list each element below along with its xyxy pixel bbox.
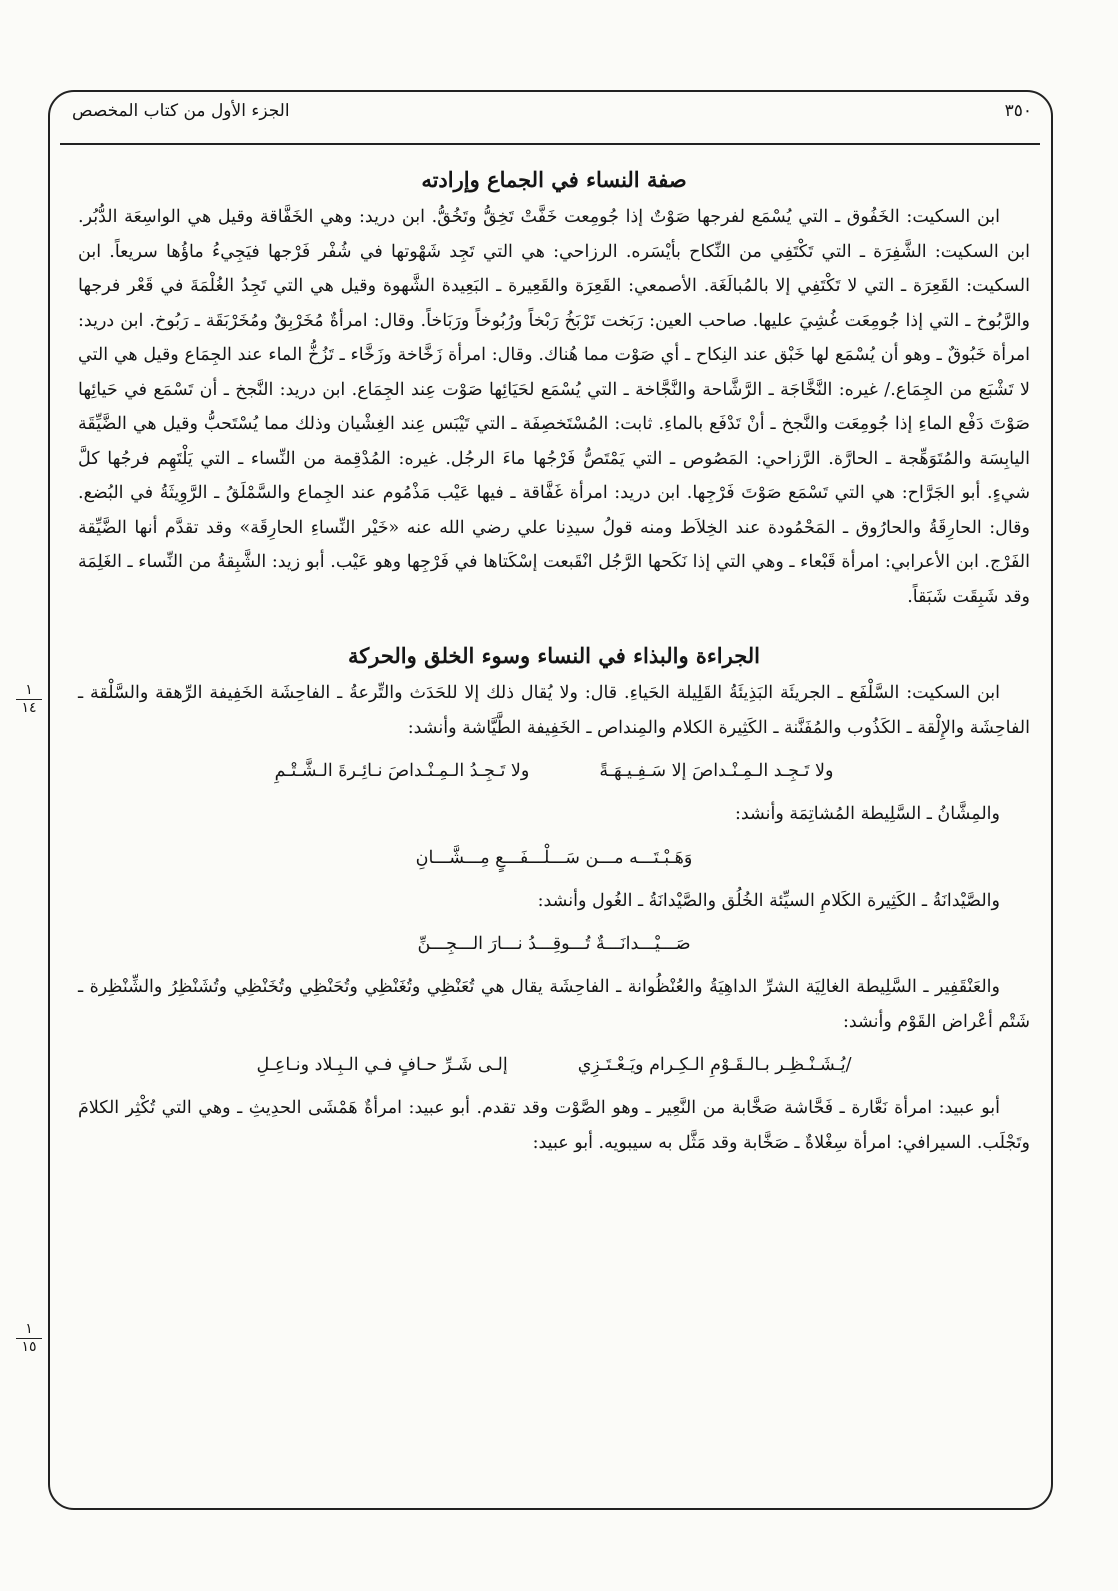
book-title: الجزء الأول من كتاب المخصص <box>72 101 290 121</box>
section-2-paragraph-4: والعَنْقَفِير ـ السَّلِيطة الغالِيَة الشرِّ الداهِيَةُ والعُنْظُوانة ـ الفاحِشَة يقال هي تُعَنْظِي وتُغَنْظِي وتُحَنْظِي وتُخَنْظِي وتُشَنْظِرُ والشِّنْظِرة ـ شَتْم أعْراض القَوْم وأنشد: <box>78 977 1030 1032</box>
section-title-1: صفة النساء في الجماع وإرادته <box>421 167 687 192</box>
header-rule <box>60 143 1040 145</box>
margin-note-15: ١ ١٥ <box>14 1322 44 1355</box>
verse-4-first-hemistich: /يُـشَـنْـظِـر بـالـقَـوْمِ الـكِـرام ويَـعْـتَـزِي <box>577 1055 852 1075</box>
section-2-paragraph-3: والصَّيْدانَةُ ـ الكَثِيرة الكَلامِ السيِّئة الخُلُق والصَّيْدانَةُ ـ الغُول وأنشد: <box>537 890 1000 911</box>
verse-4-second-hemistich: إلـى شَـرِّ حـافٍ فـي الـبِـلاد ونـاعِـلِ <box>256 1055 508 1075</box>
section-2-paragraph-5: أبو عبيد: امرأة نَعَّارة ـ فَحَّاشة صَخَّابة من النَّعِير ـ وهو الصَّوْت وقد تقدم. أبو عبيد: امرأةٌ هَمْشَى الحدِيثِ ـ وهي التي تُكْثِر الكلامَ وتَجْلَب. السيرافي: امرأة سِغْلاةٌ ـ صَخَّابة وقد مَثَّل به سيبويه. أبو عبيد: <box>78 1098 1030 1153</box>
page-number: ٣٥٠ <box>1004 101 1032 121</box>
verse-3: صَـــيْـــدانَـــةٌ تُـــوقِـــدُ نـــارَ الـــجِـــنِّ <box>417 934 691 954</box>
verse-2: وَهَـبْـتَـــه مـــن سَـــلْـــفَـــعٍ مِـــشَّـــانِ <box>415 847 693 868</box>
section-title-2: الجراءة والبذاء في النساء وسوء الخلق والحركة <box>347 643 760 668</box>
section-2-paragraph-1: ابن السكيت: السَّلْفَع ـ الجريئَة البَذِيئَةُ القَلِيلة الحَياءِ. قال: ولا يُقال ذلك إلا للحَدَث والتِّرعةُ ـ الفاحِشَة الخَفِيفة الرِّهقة والسَّلْقة ـ الفاحِشَة والإِلْقة ـ الكَذُوب والمُفَنَّنة ـ الكَثِيرة الكلام والمِنداص ـ الخَفِيفة الطَّيَّاشة وأنشد: <box>78 683 1030 738</box>
section-2-paragraph-2: والمِشَّانُ ـ السَّلِيطة المُشاتِمَة وأنشد: <box>734 804 1000 824</box>
verse-4 <box>78 1045 1030 1085</box>
page-header <box>72 96 1032 126</box>
verse-1-second-hemistich: ولا تَـجِـدُ الـمِـنْـداصَ نـائِـرةَ الـشَّـتْـمِ <box>274 761 530 781</box>
verse-1-first-hemistich: ولا تَـجِـد الـمِـنْـداصَ إلا سَـفِـيـهَـةً <box>599 761 834 781</box>
page-body <box>78 160 1030 1160</box>
verse-1 <box>78 751 1030 791</box>
section-1-paragraph: ابن السكيت: الخَفُوق ـ التي يُسْمَع لفرجها صَوْتٌ إذا جُومِعت خَفَّتْ تَخِقُّ وتَخُقُّ. ابن دريد: وهي الخَفَّاقة وقيل هي الواسِعَة الدُّبُر. ابن السكيت: الشَّفِرَة ـ التي تَكْتَفِي من النِّكاح بأيْسَره. الرزاحي: هي التي تَجِد شَهْوتها في شُفْر فَرْجها فيَجِيءُ ماؤُها سريعاً. ابن السكيت: القَعِرَة ـ التي لا تَكْتَفِي إلا بالمُبالَغَة. الأصمعي: القَعِرَة والقَعِيرة ـ البَعِيدة الشَّهوة وقيل هي التي تَجِدُ الغُلْمَةَ في قَعْر فرجها والرَّبُوخ ـ التي إذا جُومِعَت غُشِيَ عليها. صاحب العين: رَبَخت تَرْبَخُ رَبْخاً ورُبُوخاً ورَبَاخاً. وقال: امرأةٌ مُخَرْبِقٌ ومُخَرْبَقَة ـ رَبُوخ. ابن دريد: امرأة خَبُوقٌ ـ وهو أن يُسْمَع لها خَبْق عند النِكاح ـ أي صَوْت مما هُناك. وقال: امرأة زَخَّاخة وزَخَّاء ـ تَزُخُّ الماء عند الجِمَاع وقيل هي التي لا تَشْبَع من الجِمَاع./ غيره: النَّخَّاجَة ـ الرَّشَّاحة والنَّجَّاخة ـ التي يُسْمَع لحَيَائِها صَوْت عِند الجِمَاع. ابن دريد: النَّجخ ـ أن تَسْمَع في حَيائِها صَوْتَ دَفْع الماءِ إذا جُومِعَت والنَّجخ ـ أنْ تَدْفَع بالماءِ. ثابت: المُسْتَخصِفَة ـ التي تَيْبَس عِند الغِشْيان وذلك مما يُسْتَحبُّ وقيل هي الضَّيِّقَة اليابِسَة والمُتَوَهِّجة ـ الحارَّة. الرَّزاحي: المَصُوص ـ التي يَمْتَصُّ فَرْجُها ماءَ الرجُل. غيره: المُدْقِمة من النِّساء ـ التي يَلْتَهِم فرجُها كلَّ شيءٍ. أبو الجَرَّاح: هي التي تَسْمَع صَوْتَ فَرْجِها. ابن دريد: امرأة غَفَّاقة ـ فيها عَيْب مَذْمُوم عند الجِماع والسَّمْلَقُ ـ الرَّوِيثَةُ في البُضع. وقال: الحارِقَةُ والحارُوق ـ المَحْمُودة عند الخِلاَط ومنه قولُ سيدِنا علي رضي الله عنه «خَيْر النِّساءِ الحارِقَة» وقد تقدَّم أنها الضَّيِّقة الفَرْج. ابن الأعرابي: امرأة قَبْعاء ـ وهي التي إذا نَكَحها الرَّجُل انْقَبعت إسْكَتاها في فَرْجِها وهو عَيْب. أبو زيد: الشَّبِقةُ من النِّساء ـ الغَلِمَة وقد شَبِقَت شَبَقاً. <box>78 207 1030 607</box>
margin-note-14: ١ ١٤ <box>14 683 44 716</box>
